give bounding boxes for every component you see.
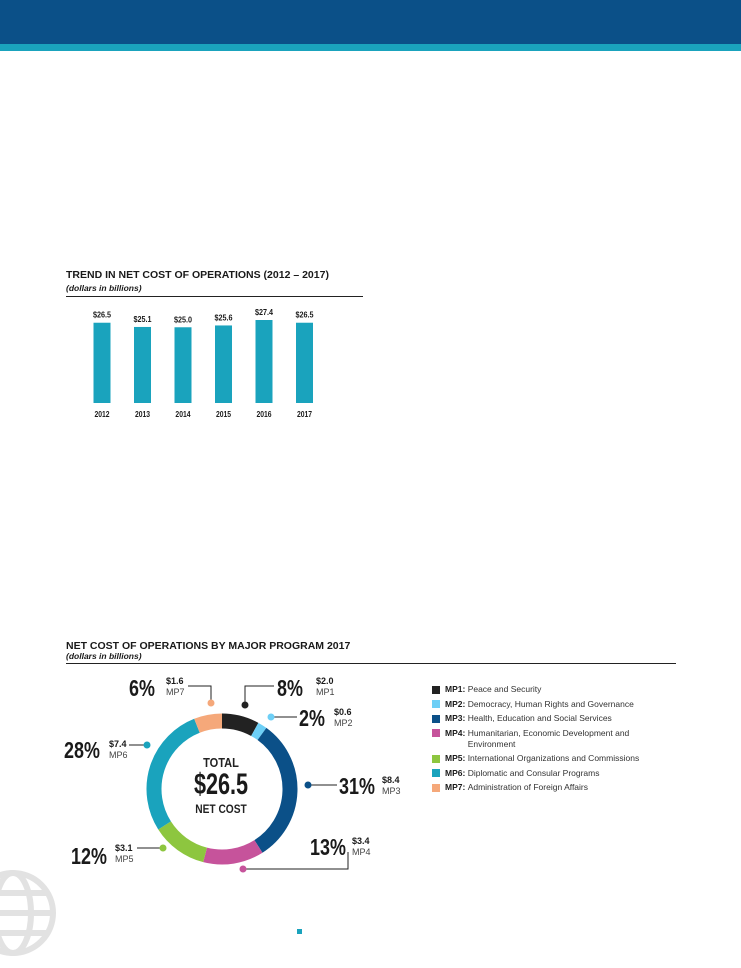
mp7-leader-line — [188, 686, 211, 703]
mp3-percent: 31% — [339, 773, 375, 799]
legend-code: MP2: — [445, 698, 466, 709]
trend-bar-value-label: $25.0 — [173, 314, 193, 325]
legend-label: International Organizations and Commissions — [467, 753, 640, 763]
mp1-percent: 8% — [277, 675, 303, 701]
mp1-leader-dot — [242, 702, 249, 709]
trend-x-tick-label: 2014 — [175, 409, 191, 420]
legend-code: MP5: — [445, 753, 466, 763]
mp3-leader-dot — [305, 782, 312, 789]
legend-code: MP6: — [445, 767, 466, 778]
legend-label: Peace and Security — [467, 684, 542, 694]
mp6-leader-dot — [144, 742, 151, 749]
trend-bar-value-label: $27.4 — [254, 307, 274, 318]
legend-item-mp5 — [432, 753, 692, 764]
mp1-code: MP1 — [316, 687, 335, 697]
mp7-percent: 6% — [129, 675, 155, 701]
mp7-code: MP7 — [166, 687, 185, 697]
legend-code: MP7: — [445, 782, 466, 792]
legend-code: MP4: — [445, 727, 466, 738]
mp4-amount: $3.4 — [352, 836, 370, 846]
mp2-code: MP2 — [334, 718, 353, 728]
legend-swatch — [432, 784, 440, 792]
mp6-code: MP6 — [109, 750, 128, 760]
legend-item-mp7 — [432, 782, 692, 793]
legend-item-mp2 — [432, 699, 692, 710]
donut-center-value: $26.5 — [193, 768, 249, 801]
mp2-amount: $0.6 — [334, 707, 352, 717]
page-marker — [297, 929, 302, 934]
legend-label: Diplomatic and Consular Programs — [467, 767, 600, 778]
legend-swatch — [432, 686, 440, 694]
mp5-amount: $3.1 — [115, 843, 133, 853]
mp6-percent: 28% — [64, 737, 100, 763]
program-chart-title: NET COST OF OPERATIONS BY MAJOR PROGRAM 2017 — [66, 640, 351, 652]
globe-watermark-icon — [0, 858, 58, 968]
legend-label: Health, Education and Social Services — [467, 713, 612, 723]
mp4-code: MP4 — [352, 847, 371, 857]
donut-slice-mp4 — [205, 846, 258, 857]
legend-label: Democracy, Human Rights and Governance — [467, 698, 634, 709]
legend-label: Humanitarian, Economic Development and Environment — [467, 727, 630, 749]
donut-center-sub: NET COST — [195, 802, 247, 816]
mp1-amount: $2.0 — [316, 676, 334, 686]
trend-x-tick-label: 2012 — [94, 409, 110, 420]
mp4-percent: 13% — [310, 834, 346, 860]
legend-item-mp4 — [432, 728, 692, 750]
mp7-leader-dot — [208, 700, 215, 707]
legend-swatch — [432, 769, 440, 777]
trend-x-tick-label: 2016 — [256, 409, 272, 420]
mp2-percent: 2% — [299, 705, 325, 731]
mp2-leader-dot — [268, 714, 275, 721]
legend-code: MP3: — [445, 713, 466, 723]
trend-chart-title: TREND IN NET COST OF OPERATIONS (2012 – 2017) — [66, 269, 329, 281]
trend-x-tick-label: 2017 — [296, 409, 313, 420]
donut-center-label: TOTAL — [203, 755, 239, 770]
donut-slice-mp1 — [222, 721, 255, 729]
donut-slice-mp5 — [165, 825, 206, 854]
trend-bar-value-label: $26.5 — [92, 310, 112, 320]
donut-slice-mp2 — [255, 729, 262, 734]
mp5-code: MP5 — [115, 854, 134, 864]
legend-swatch — [432, 715, 440, 723]
mp3-amount: $8.4 — [382, 775, 400, 785]
legend-item-mp6 — [432, 768, 692, 779]
legend-item-mp1 — [432, 684, 692, 695]
trend-bar-value-label: $25.1 — [133, 314, 152, 325]
legend-label: Administration of Foreign Affairs — [467, 782, 589, 792]
trend-chart-subtitle: (dollars in billions) — [66, 283, 142, 293]
mp4-leader-dot — [240, 866, 247, 873]
legend-swatch — [432, 700, 440, 708]
mp6-amount: $7.4 — [109, 739, 127, 749]
trend-bar-value-label: $26.5 — [295, 310, 314, 320]
mp5-leader-dot — [160, 845, 167, 852]
program-legend — [432, 684, 692, 797]
legend-item-mp3 — [432, 713, 692, 724]
legend-code: MP1: — [445, 684, 466, 694]
mp7-amount: $1.6 — [166, 676, 184, 686]
mp1-leader-line — [245, 686, 274, 705]
trend-x-tick-label: 2013 — [134, 409, 151, 420]
legend-swatch — [432, 729, 440, 737]
donut-slice-mp7 — [197, 721, 222, 726]
mp5-percent: 12% — [71, 843, 107, 869]
program-chart-subtitle: (dollars in billions) — [66, 651, 142, 661]
legend-swatch — [432, 755, 440, 763]
mp3-code: MP3 — [382, 786, 401, 796]
trend-bar-value-label: $25.6 — [214, 312, 233, 323]
trend-x-tick-label: 2015 — [215, 409, 232, 420]
